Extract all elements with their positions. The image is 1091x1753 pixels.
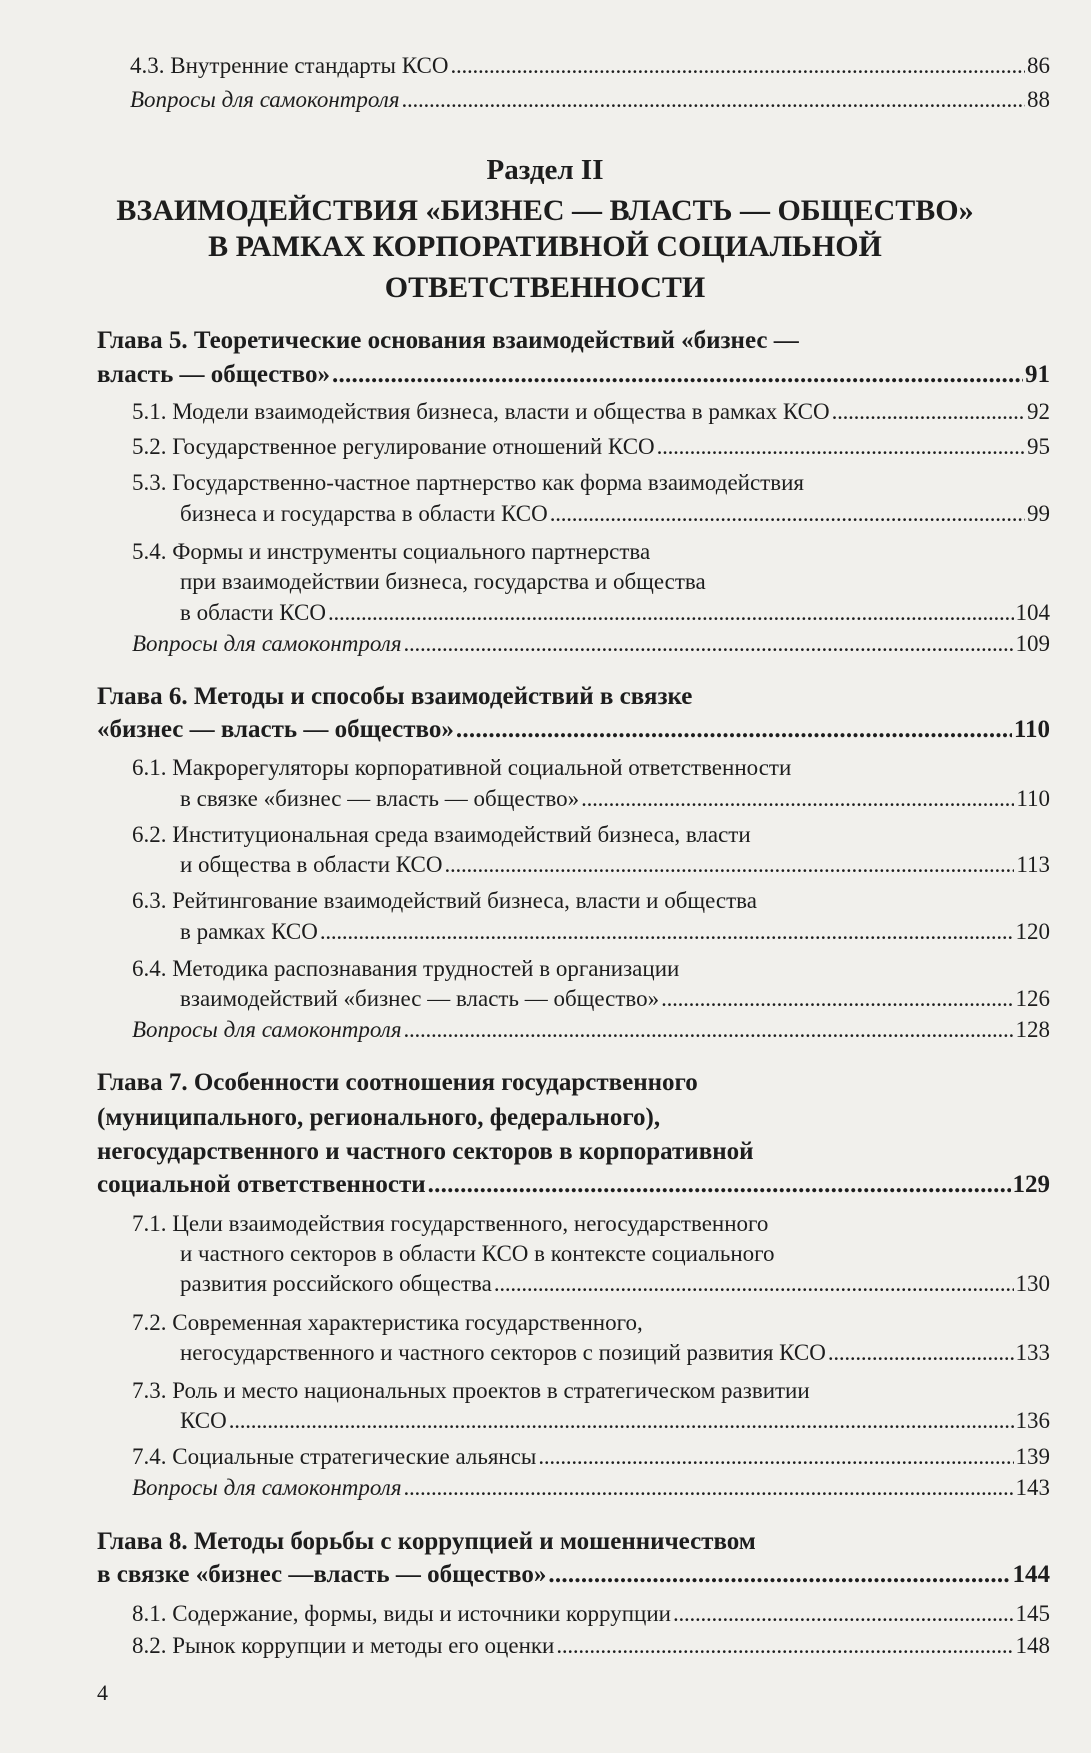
chapter-title-line[interactable]: Глава 7. Особенности соотношения государственного — [97, 1069, 698, 1096]
toc-entry[interactable]: и общества в области КСО . . . 113 — [180, 849, 1050, 881]
chapter-title-line[interactable]: Глава 5. Теоретические основания взаимодействий «бизнес — — [97, 327, 799, 354]
toc-entry-page: 86 — [1027, 53, 1050, 78]
toc-entry[interactable]: 5.2. Государственное регулирование отношений КСО . . . 95 — [132, 431, 1050, 463]
toc-questions[interactable] — [130, 84, 1050, 116]
toc-questions[interactable]: Вопросы для самоконтроля . . . 109 — [132, 628, 1050, 660]
toc-entry[interactable]: в области КСО . . . 104 — [180, 597, 1050, 629]
toc-entry-page: 88 — [1027, 87, 1050, 112]
toc-entry[interactable] — [130, 50, 1050, 82]
toc-entry[interactable]: взаимодействий «бизнес — власть — общество» . . . 126 — [180, 983, 1050, 1015]
toc-entry-line[interactable]: и частного секторов в области КСО в контексте социального — [180, 1241, 775, 1266]
toc-entry-line[interactable]: 5.3. Государственно-частное партнерство как форма взаимодействия — [132, 470, 804, 495]
toc-entry-line[interactable]: 6.3. Рейтингование взаимодействий бизнеса, власти и общества — [132, 888, 757, 913]
toc-entry[interactable]: негосударственного и частного секторов с позиций развития КСО . . . 133 — [180, 1337, 1050, 1369]
toc-entry-line[interactable]: 6.4. Методика распознавания трудностей в организации — [132, 956, 680, 981]
toc-entry[interactable]: в рамках КСО . . . 120 — [180, 916, 1050, 948]
chapter-title-line[interactable]: Глава 8. Методы борьбы с коррупцией и мошенничеством — [97, 1528, 756, 1555]
toc-entry-text: 4.3. Внутренние стандарты КСО — [130, 53, 449, 78]
toc-entry-text: Вопросы для самоконтроля — [130, 87, 400, 112]
chapter-title-line[interactable]: (муниципального, регионального, федерального), — [97, 1104, 661, 1131]
toc-questions[interactable]: Вопросы для самоконтроля . . . 143 — [132, 1472, 1050, 1504]
chapter-entry[interactable]: «бизнес — власть — общество» . . . 110 — [97, 714, 1050, 746]
chapter-entry[interactable]: социальной ответственности . . . 129 — [97, 1169, 1050, 1201]
chapter-page: 110 — [1013, 716, 1050, 743]
chapter-title-line[interactable]: негосударственного и частного секторов в корпоративной — [97, 1138, 754, 1165]
toc-entry-line[interactable]: 6.2. Институциональная среда взаимодействий бизнеса, власти — [132, 822, 751, 847]
toc-entry-line[interactable]: 7.2. Современная характеристика государственного, — [132, 1310, 643, 1335]
section-title-line: ОТВЕТСТВЕННОСТИ — [384, 271, 706, 304]
toc-entry-line[interactable]: 7.1. Цели взаимодействия государственного, негосударственного — [132, 1211, 769, 1236]
section-title-line: ВЗАИМОДЕЙСТВИЯ «БИЗНЕС — ВЛАСТЬ — ОБЩЕСТВО» — [116, 194, 974, 227]
toc-entry-line[interactable]: 7.3. Роль и место национальных проектов в стратегическом развитии — [132, 1378, 810, 1403]
chapter-entry[interactable]: власть — общество» . . . 91 — [97, 359, 1050, 391]
chapter-page: 129 — [1012, 1171, 1050, 1198]
toc-entry-line[interactable]: при взаимодействии бизнеса, государства и общества — [180, 569, 706, 594]
toc-entry[interactable]: КСО . . . 136 — [180, 1405, 1050, 1437]
chapter-title-line[interactable]: Глава 6. Методы и способы взаимодействий в связке — [97, 683, 693, 710]
toc-entry[interactable]: 7.4. Социальные стратегические альянсы . . . 139 — [132, 1441, 1050, 1473]
chapter-entry[interactable]: в связке «бизнес —власть — общество» . . . 144 — [97, 1559, 1050, 1591]
toc-entry[interactable]: 8.2. Рынок коррупции и методы его оценки . . . 148 — [132, 1630, 1050, 1662]
toc-entry[interactable]: 5.1. Модели взаимодействия бизнеса, власти и общества в рамках КСО . . . 92 — [132, 396, 1050, 428]
section-label: Раздел II — [486, 154, 604, 186]
toc-entry-line[interactable]: 6.1. Макрорегуляторы корпоративной социальной ответственности — [132, 755, 792, 780]
page-number: 4 — [97, 1680, 108, 1705]
toc-entry[interactable]: 8.1. Содержание, формы, виды и источники коррупции . . . 145 — [132, 1598, 1050, 1630]
toc-questions[interactable]: Вопросы для самоконтроля . . . 128 — [132, 1014, 1050, 1046]
chapter-page: 91 — [1025, 361, 1050, 388]
toc-entry-line[interactable]: 5.4. Формы и инструменты социального партнерства — [132, 539, 651, 564]
section-title-line: В РАМКАХ КОРПОРАТИВНОЙ СОЦИАЛЬНОЙ — [208, 230, 882, 263]
chapter-page: 144 — [1012, 1561, 1050, 1588]
toc-entry[interactable]: бизнеса и государства в области КСО . . . 99 — [180, 498, 1050, 530]
toc-entry[interactable]: в связке «бизнес — власть — общество» . . . 110 — [180, 783, 1050, 815]
toc-entry[interactable]: развития российского общества . . . 130 — [180, 1268, 1050, 1300]
